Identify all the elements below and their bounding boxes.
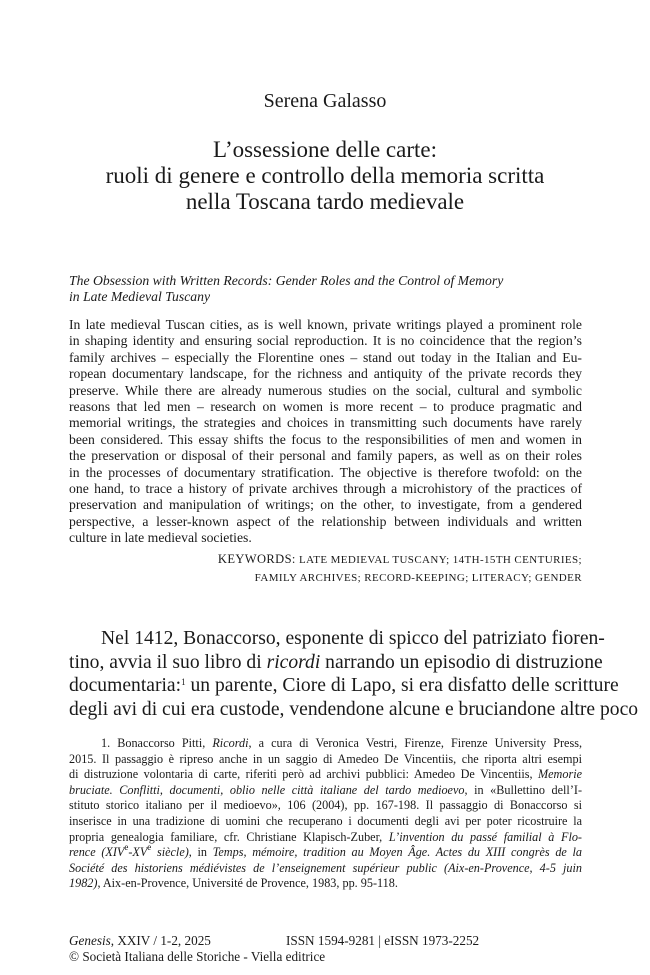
- footnote-italic: rence (XIV: [69, 845, 125, 860]
- english-title-line: The Obsession with Written Records: Gender Roles and the Control of Memory: [69, 273, 504, 288]
- footnote-italic: -XV: [128, 845, 148, 860]
- page-footer: [69, 933, 582, 965]
- abstract-line: been considered. This essay shifts the focus to the responsibilities of men and women in: [69, 431, 582, 447]
- abstract-line: memorial writings, the strategies and choices in transmitting such documents have rarely: [69, 415, 582, 431]
- abstract-line: ropean documentary landscape, for the richness and antiquity of the private records they: [69, 366, 582, 382]
- abstract-line: family archives – especially the Florentine ones – stand out today in the Italian and Eu-: [69, 349, 582, 365]
- body-line: Nel 1412, Bonaccorso, esponente di spicco del patriziato fioren-: [101, 628, 605, 649]
- author-name: Serena Galasso: [263, 90, 387, 112]
- abstract-line: perspective, a lesser-known aspect of the relationship between individuals and written: [69, 513, 582, 529]
- body-text: un parente, Ciore di Lapo, si era disfatto delle scritture: [185, 675, 619, 696]
- abstract-line: in the processes of documentary stratification. The objective is therefore twofold: on the: [69, 464, 582, 480]
- footnote-line: stituto storico italiano per il medioevo», 106 (2004), pp. 167-198. Il passaggio di Bonaccorso si: [69, 798, 582, 813]
- footnote-text: , a cura di Veronica Vestri, Firenze, Firenze University Press,: [248, 736, 583, 750]
- abstract-line: the preservation or disposal of their personal and family papers, as well as on their roles: [69, 448, 582, 464]
- footnote-line: [69, 861, 582, 877]
- footnote-italic: 1982): [69, 876, 98, 891]
- footnote-italic: Société des historiens médiévistes de l’enseignement supérieur public (Aix-en-Provence, 4-5 juin: [69, 860, 582, 875]
- body-text: tino, avvia il suo libro di: [69, 651, 267, 673]
- title-line: nella Toscana tardo medievale: [185, 189, 465, 214]
- abstract-line: reasons that led men – research on women is more recent – to produce pragmatic and: [69, 399, 582, 415]
- footnote-italic: Ricordi: [212, 736, 249, 750]
- keywords-line-2: FAMILY ARCHIVES; RECORD-KEEPING; LITERACY; GENDER: [254, 572, 582, 584]
- footnote-italic: Memorie: [538, 767, 582, 782]
- footnote-line: [69, 842, 582, 861]
- footnote-line: inserisce in una tradizione di uomini che recuperano i documenti degli avi per poter ricostruire la: [69, 813, 582, 828]
- footnote-superscript: e: [147, 842, 152, 853]
- footnote-italic: Temps, mémoire, tradition au Moyen Âge. Actes du XIII congrès de la: [212, 845, 582, 860]
- footnote-text: di distruzione volontaria di carte, riferiti però ad archivi pubblici: Amedeo De Vincentiis,: [69, 767, 538, 782]
- journal-name: Genesis: [69, 933, 111, 948]
- english-title: [69, 273, 582, 306]
- footnote-text: , in: [188, 845, 213, 860]
- abstract-line: preservation and manipulation of writings; on the other, to investigate, from a gendered: [69, 497, 582, 513]
- keywords-label: KEYWORDS:: [217, 552, 296, 566]
- abstract-line: preserve. While there are already numerous studies on the social, cultural and symbolic: [69, 382, 582, 398]
- body-text: documentaria:: [69, 675, 182, 696]
- footnote-line: [69, 767, 582, 783]
- footnote-text: , Aix-en-Provence, Université de Provence, 1983, pp. 95-118.: [97, 876, 398, 891]
- footnote-ref[interactable]: 1: [181, 677, 186, 687]
- title-line: ruoli di genere e controllo della memoria scritta: [105, 163, 545, 188]
- footnote-superscript: e: [124, 842, 129, 853]
- journal-volume: , XXIV / 1-2, 2025: [110, 933, 211, 948]
- footnote-italic: siècle): [151, 845, 189, 860]
- journal-citation: [69, 933, 211, 949]
- footnote-text: 1. Bonaccorso Pitti,: [101, 736, 213, 750]
- footnote-text: , in «Bullettino dell’I-: [464, 782, 582, 797]
- abstract: [69, 317, 582, 547]
- article-title: [80, 137, 570, 215]
- keywords: [218, 550, 582, 587]
- body-paragraph: [69, 627, 639, 721]
- footnote-text: propria genealogia familiare, cfr. Christiane Klapisch-Zuber,: [69, 829, 389, 844]
- footnote-line: [69, 736, 582, 752]
- body-text: narrando un episodio di distruzione: [320, 651, 603, 673]
- body-italic: ricordi: [266, 651, 321, 673]
- keywords-line-1: [218, 550, 582, 569]
- footer-row: [69, 933, 582, 949]
- abstract-line: culture in late medieval societies.: [69, 530, 252, 546]
- footnote-line: [69, 783, 582, 799]
- title-line: L’ossessione delle carte:: [213, 137, 437, 162]
- keywords-list: LATE MEDIEVAL TUSCANY; 14TH-15TH CENTURIES;: [298, 554, 582, 566]
- footnote: [69, 736, 582, 892]
- body-line: [69, 651, 603, 675]
- abstract-line: one hand, to trace a history of private archives through a microhistory of the practices of: [69, 481, 582, 497]
- footnote-line: 2015. Il passaggio è ripreso anche in un saggio di Amedeo De Vincentiis, che riporta altri esempi: [69, 751, 582, 766]
- footnote-italic: L’invention du passé familial à Flo-: [388, 829, 582, 844]
- abstract-line: In late medieval Tuscan cities, as is well known, private writings played a prominent role: [69, 317, 582, 332]
- body-line: [69, 674, 619, 698]
- footnote-line: [69, 876, 582, 892]
- body-line: degli avi di cui era custode, vendendone alcune e bruciandone altre poco: [69, 698, 639, 720]
- abstract-line: in shaping identity and ensuring social reproduction. It is no coincidence that the region’s: [69, 333, 582, 349]
- copyright: © Società Italiana delle Storiche - Viella editrice: [69, 949, 326, 964]
- footnote-line: [69, 830, 582, 846]
- english-title-line: in Late Medieval Tuscany: [69, 289, 211, 305]
- footnote-italic: bruciate. Conflitti, documenti, oblio nelle città italiane del tardo medioevo: [69, 782, 465, 797]
- issn: ISSN 1594-9281 | eISSN 1973-2252: [286, 933, 480, 948]
